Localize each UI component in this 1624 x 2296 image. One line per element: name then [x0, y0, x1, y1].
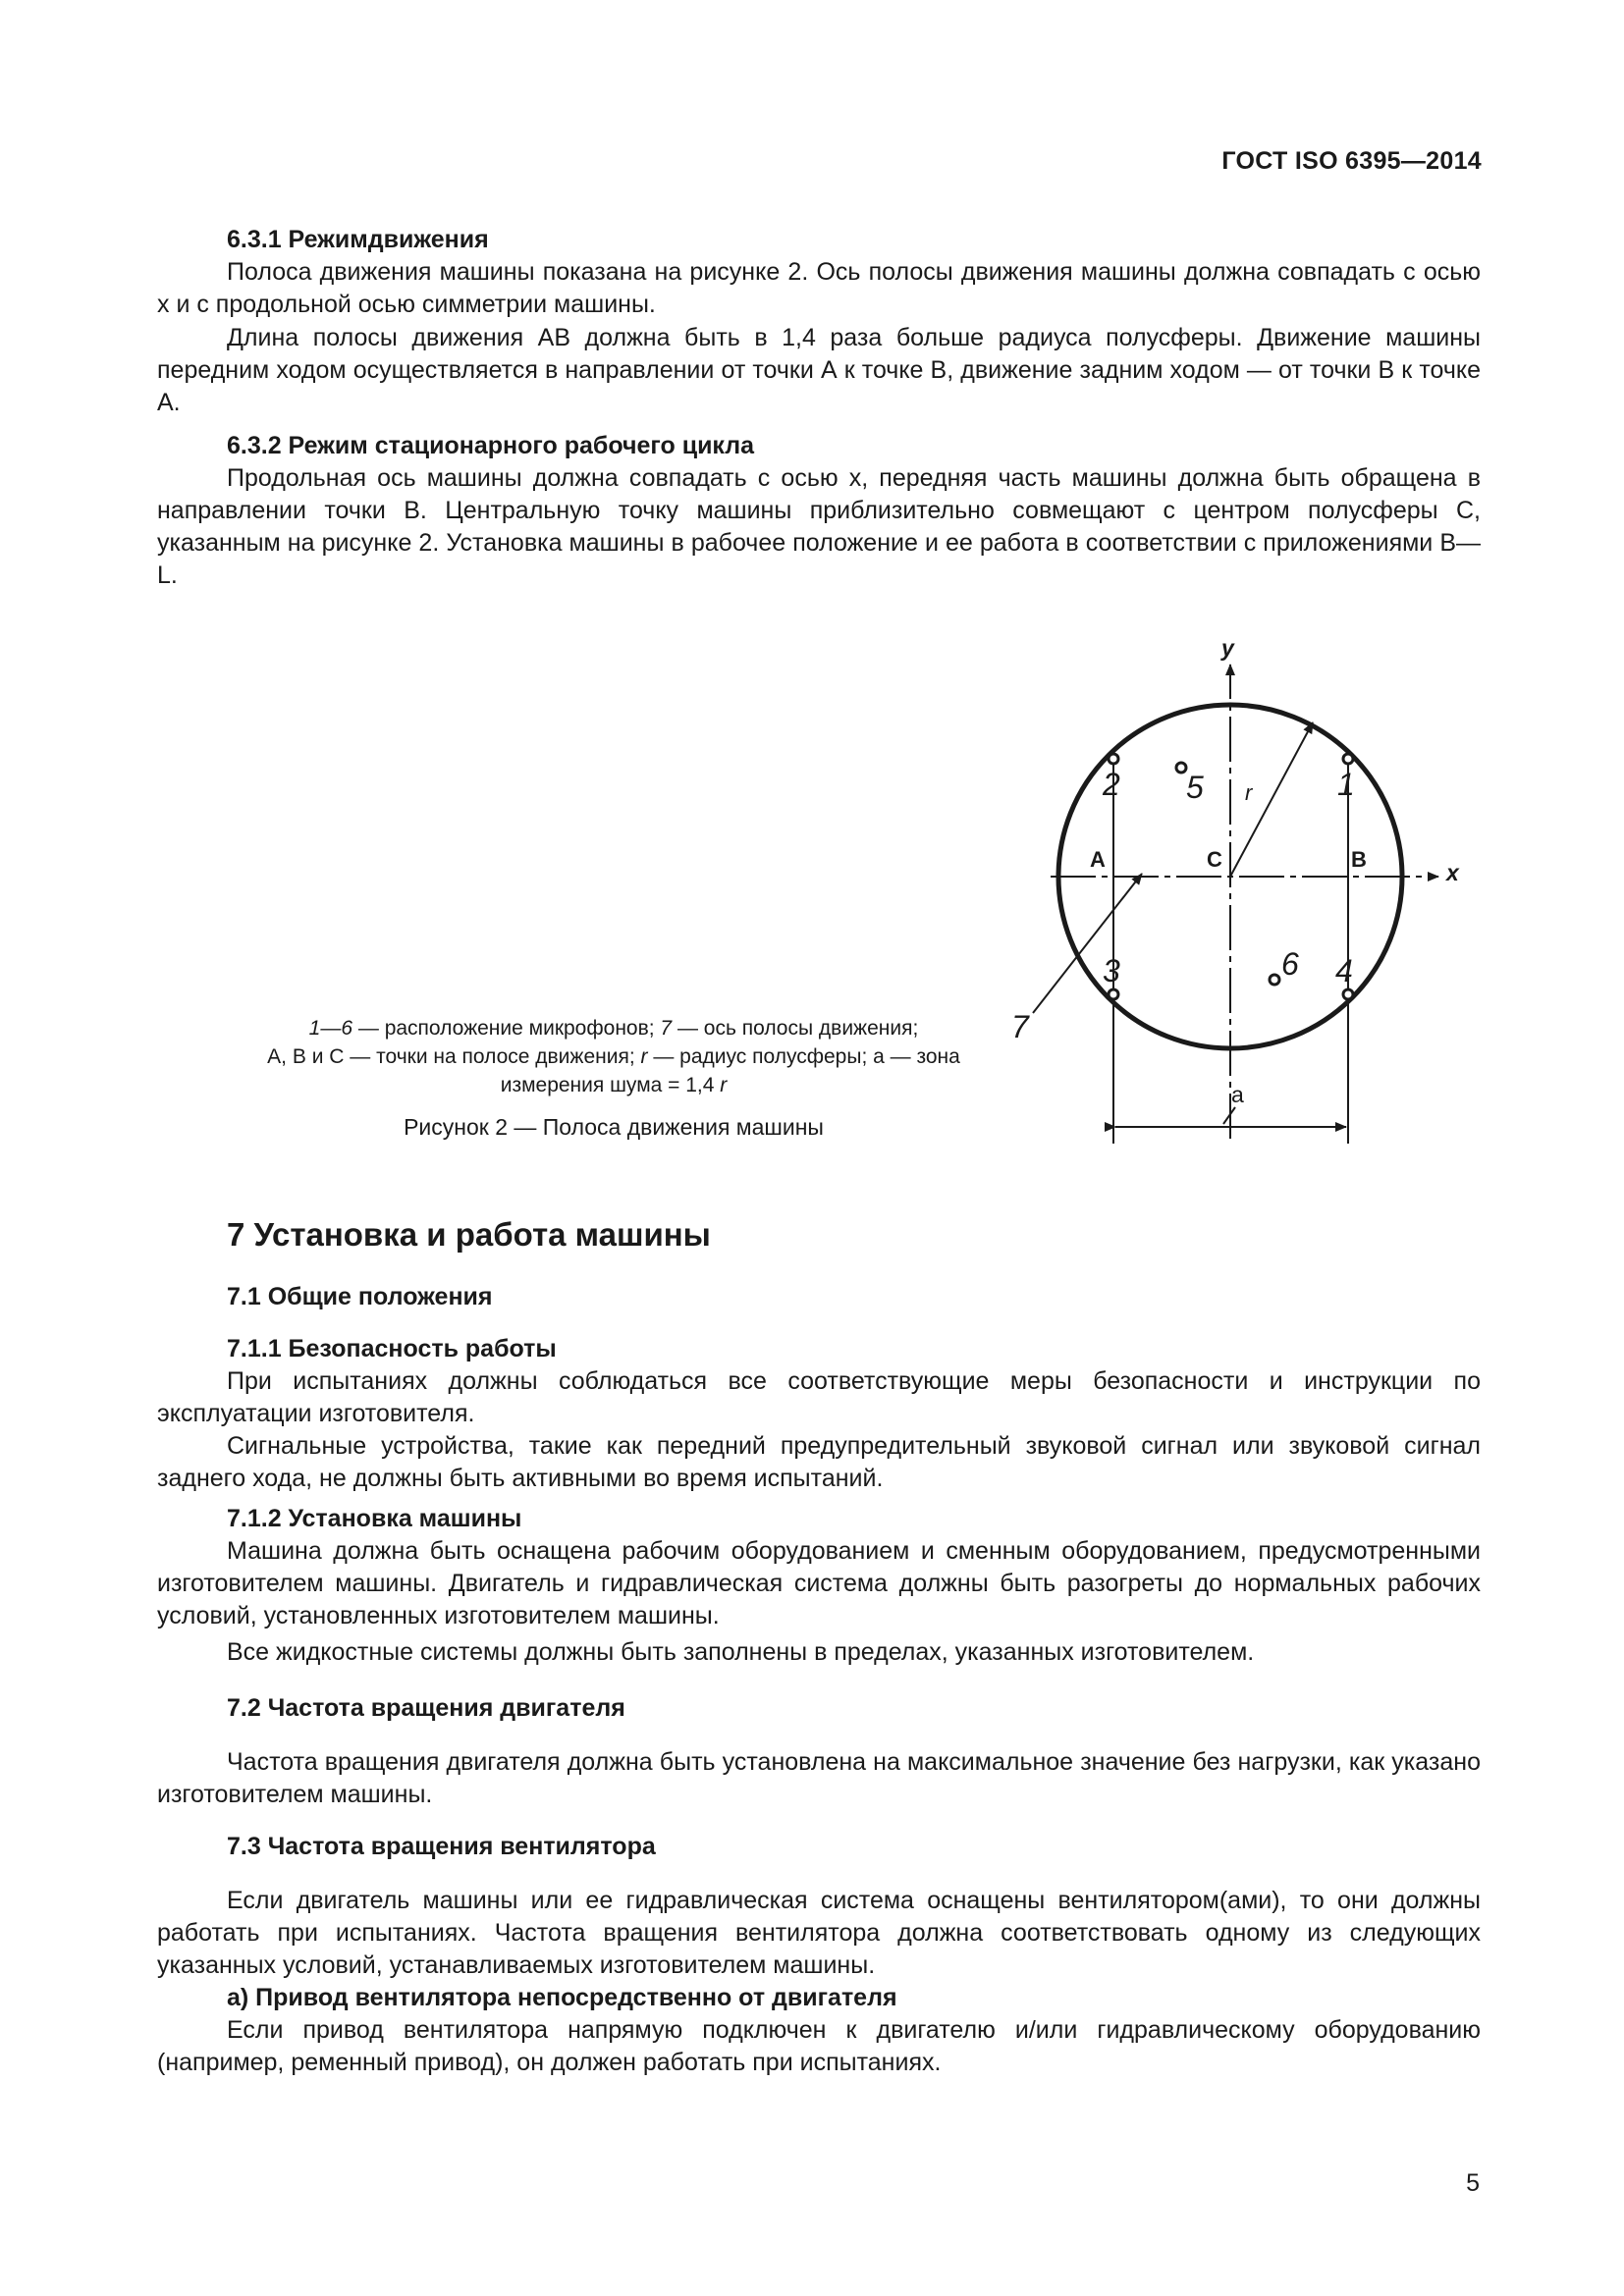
section-heading: 7.1 Общие положения: [227, 1283, 493, 1310]
figure-caption: Рисунок 2 — Полоса движения машины: [404, 1114, 824, 1140]
legend-key: 7: [660, 1017, 673, 1040]
section-7-1: [157, 1281, 1481, 1313]
microphone-1-label: 1: [1337, 767, 1355, 802]
point-c-label: C: [1207, 847, 1222, 872]
microphone-6-label: 6: [1281, 946, 1299, 982]
section-heading: 6.3.2 Режим стационарного рабочего цикла: [227, 432, 755, 459]
legend-text: — радиус полусферы; a — зона: [647, 1045, 960, 1068]
legend-text: — ось полосы движения;: [672, 1017, 919, 1040]
microphone-3-marker: [1109, 989, 1118, 999]
paragraph: Если двигатель машины или ее гидравлическая система оснащены вентилятором(ами), то они должны работать при испытаниях. Частота вращения вентилятора должна соответствовать одному из следующих указанных условий, устанавливаемых изготовителем машины.: [157, 1887, 1481, 1979]
x-axis-label: x: [1446, 860, 1459, 885]
page-number: 5: [1466, 2169, 1480, 2197]
point-a-label: A: [1090, 847, 1106, 872]
paragraph: При испытаниях должны соблюдаться все соответствующие меры безопасности и инструкции по эксплуатации изготовителя.: [157, 1367, 1481, 1427]
microphone-2-label: 2: [1103, 767, 1120, 802]
legend-line: [226, 1014, 1001, 1042]
paragraph: Сигнальные устройства, такие как передний предупредительный звуковой сигнал или звуковой сигнал заднего хода, не должны быть активными во время испытаний.: [157, 1432, 1481, 1492]
radius-label: r: [1245, 780, 1253, 805]
legend-key: r: [720, 1074, 728, 1096]
paragraph: Частота вращения двигателя должна быть установлена на максимальное значение без нагрузки, как указано изготовителем машины.: [157, 1748, 1481, 1808]
paragraph: Если привод вентилятора напрямую подключен к двигателю и/или гидравлическому оборудованию (например, ременный привод), он должен работать при испытаниях.: [157, 2016, 1481, 2076]
microphone-6-marker: [1270, 975, 1279, 985]
section-7-1-2: [157, 1503, 1481, 1669]
section-7-3: [157, 1831, 1481, 2079]
dimension-a-label: a: [1231, 1082, 1244, 1107]
figure-legend: [226, 1014, 1001, 1099]
microphone-5-marker: [1176, 763, 1186, 773]
legend-line: [226, 1071, 1001, 1099]
document-header: ГОСТ ISO 6395—2014: [1221, 147, 1482, 175]
paragraph: Все жидкостные системы должны быть заполнены в пределах, указанных изготовителем.: [227, 1638, 1255, 1666]
section-heading: 7.3 Частота вращения вентилятора: [227, 1833, 656, 1860]
legend-text: измерения шума = 1,4: [500, 1074, 721, 1096]
section-heading: 7.1.1 Безопасность работы: [227, 1335, 557, 1362]
legend-text: — расположение микрофонов;: [352, 1017, 661, 1040]
track-axis-leader: [1033, 874, 1142, 1013]
microphone-2-marker: [1109, 754, 1118, 764]
radius-arrow: [1230, 722, 1313, 877]
legend-text: A, B и C — точки на полосе движения;: [267, 1045, 641, 1068]
microphone-1-marker: [1343, 754, 1353, 764]
section-7-1-1: [157, 1333, 1481, 1495]
paragraph: Длина полосы движения AB должна быть в 1,4 раза больше радиуса полусферы. Движение машины передним ходом осуществляется в направлении от точки А к точке В, движение задним ходом — от точки В к точке А.: [157, 324, 1481, 416]
section-heading: 6.3.1 Режимдвижения: [227, 226, 489, 253]
legend-keys: 1—6: [308, 1017, 353, 1040]
paragraph: Продольная ось машины должна совпадать с осью x, передняя часть машины должна быть обращена в направлении точки B. Центральную точку машины приблизительно совмещают с центром полусферы C, указанным на рисунке 2. Установка машины в рабочее положение и ее работа в соответствии с приложениями B—L.: [157, 464, 1481, 589]
chapter-heading: 7 Установка и работа машины: [227, 1216, 711, 1253]
section-heading: 7.2 Частота вращения двигателя: [227, 1694, 625, 1722]
paragraph: Полоса движения машины показана на рисунке 2. Ось полосы движения машины должна совпадать с осью x и с продольной осью симметрии машины.: [157, 258, 1481, 318]
section-heading: 7.1.2 Установка машины: [227, 1505, 522, 1532]
section-7: [157, 1215, 1481, 1255]
sub-heading: a) Привод вентилятора непосредственно от двигателя: [227, 1984, 897, 2011]
microphone-3-label: 3: [1103, 953, 1120, 988]
y-axis-label: y: [1221, 635, 1234, 661]
microphone-4-label: 4: [1335, 953, 1353, 988]
section-7-2: [157, 1692, 1481, 1811]
microphone-5-label: 5: [1186, 770, 1204, 805]
point-b-label: B: [1351, 847, 1367, 872]
paragraph: Машина должна быть оснащена рабочим оборудованием и сменным оборудованием, предусмотренными изготовителем машины. Двигатель и гидравлическая система должны быть разогреты до нормальных рабочих условий, установленных изготовителем машины.: [157, 1537, 1481, 1629]
legend-line: [226, 1042, 1001, 1071]
microphone-4-marker: [1343, 989, 1353, 999]
track-axis-label: 7: [1011, 1009, 1029, 1044]
legend-key: r: [640, 1045, 648, 1068]
